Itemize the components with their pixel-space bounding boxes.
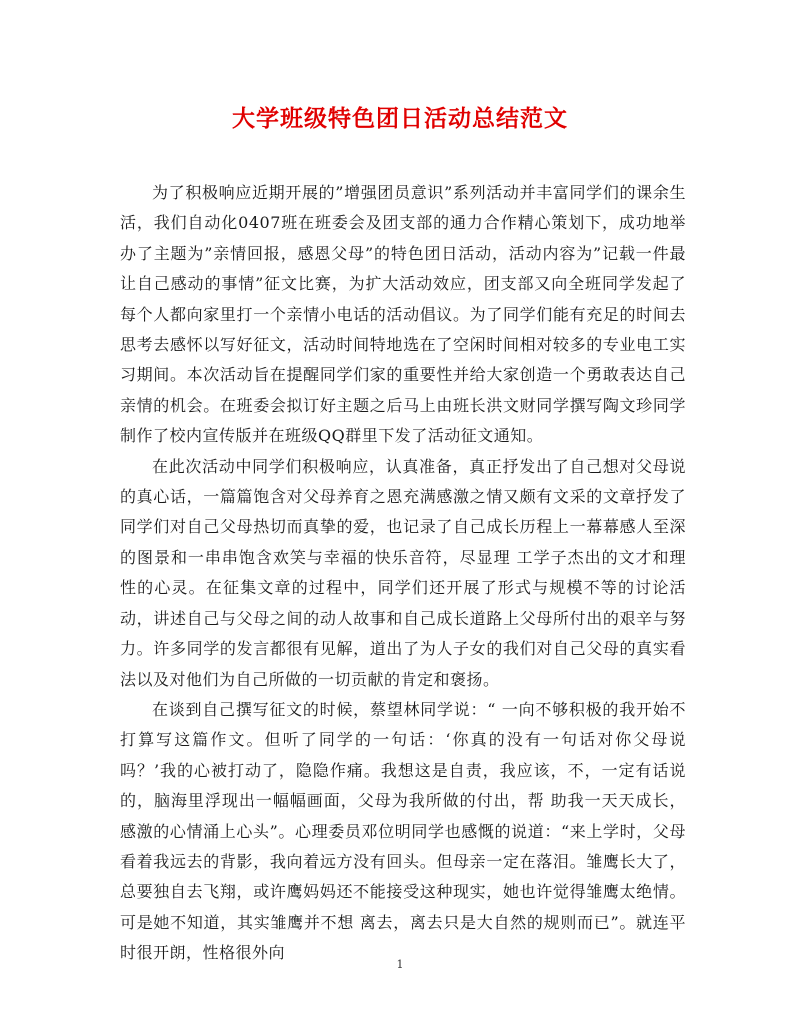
page-number: 1 <box>396 958 404 971</box>
paragraph-2: 在此次活动中同学们积极响应，认真准备，真正抒发出了自己想对父母说的真心话，一篇篇饱含对父母养育之恩充满感激之情又颇有文采的文章抒发了同学们对自己父母热切而真挚的爱，也记录了自己成长历程上一幕幕感人至深的图景和一串串饱含欢笑与幸福的快乐音符，尽显理 工学子杰出的文才和理性的心灵。在征集文章的过程中，同学们还开展了形式与规模不等的讨论活动，讲述自己与父母之间的动人故事和自己成长道路上父母所付出的艰辛与努力。许多同学的发言都很有见解，道出了为人子女的我们对自己父母的真实看法以及对他们为自己所做的一切贡献的肯定和褒扬。 <box>120 456 686 689</box>
paragraph-3: 在谈到自己撰写征文的时候，蔡望林同学说：“ 一向不够积极的我开始不打算写这篇作文。但听了同学的一句话：‘你真的没有一句话对你父母说吗？’我的心被打动了，隐隐作痛。我想这是自责，我应该，不，一定有话说的，脑海里浮现出一幅幅画面，父母为我所做的付出，帮 助我一天天成长，感激的心情涌上心头”。心理委员邓位明同学也感慨的说道：“来上学时，父母看着我远去的背影，我向着远方没有回头。但母亲一定在落泪。雏鹰长大了， 总要独自去飞翔，或许鹰妈妈还不能接受这种现实，她也许觉得雏鹰太绝情。可是她不知道，其实雏鹰并不想 离去，离去只是大自然的规则而已”。就连平时很开朗，性格很外向 <box>120 699 686 963</box>
document-title: 大学班级特色团日活动总结范文 <box>232 105 568 132</box>
paragraph-1: 为了积极响应近期开展的”增强团员意识”系列活动并丰富同学们的课余生活，我们自动化0407班在班委会及团支部的通力合作精心策划下，成功地举办了主题为”亲情回报，感恩父母”的特色团日活动，活动内容为”记载一件最让自己感动的事情”征文比赛，为扩大活动效应，团支部又向全班同学发起了每个人都向家里打一个亲情小电话的活动倡议。为了同学们能有充足的时间去思考去感怀以写好征文，活动时间特地选在了空闲时间相对较多的专业电工实习期间。本次活动旨在提醒同学们家的重要性并给大家创造一个勇敢表达自己亲情的机会。在班委会拟订好主题之后马上由班长洪文财同学撰写陶文珍同学制作了校内宣传版并在班级QQ群里下发了活动征文通知。 <box>120 183 686 446</box>
document-body <box>120 178 686 969</box>
